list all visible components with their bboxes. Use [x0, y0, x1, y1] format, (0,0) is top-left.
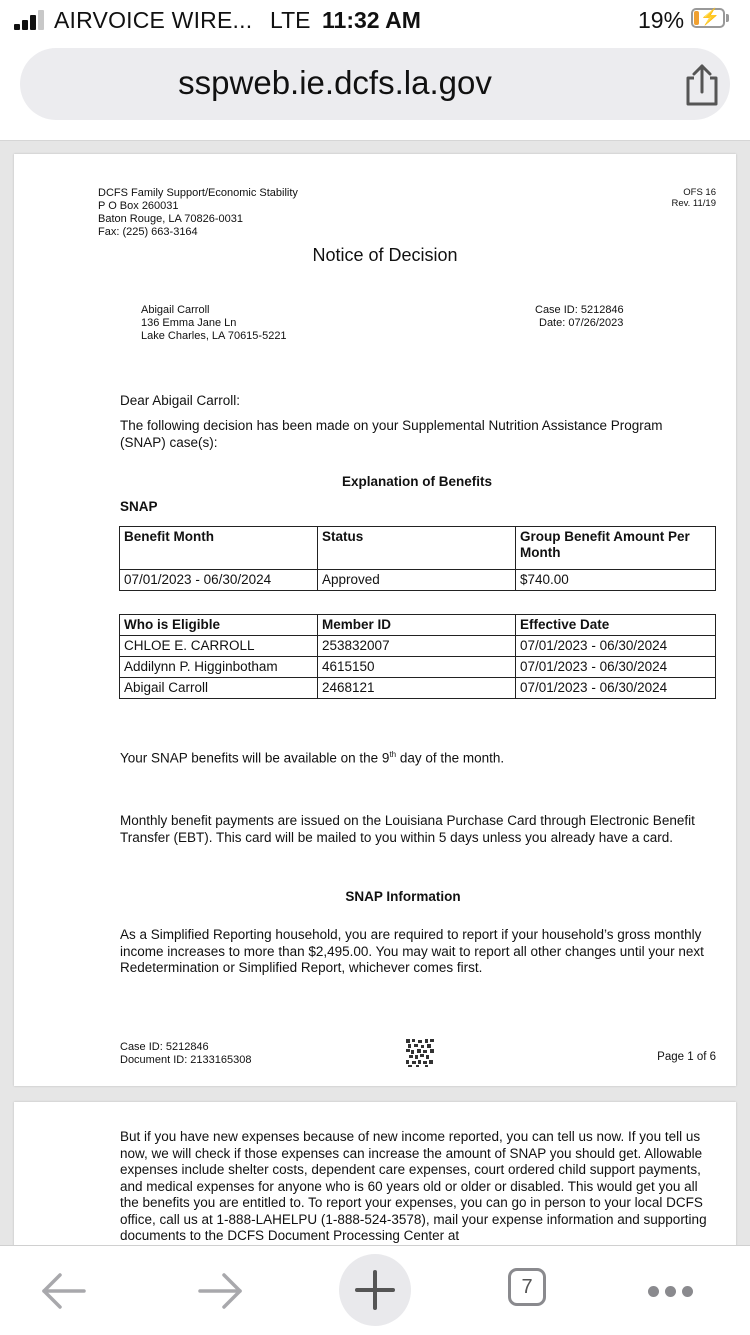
document-title: Notice of Decision [312, 245, 458, 265]
table-cell: 07/01/2023 - 06/30/2024 [516, 636, 716, 657]
recipient-address: Abigail Carroll 136 Emma Jane Ln Lake Charles, LA 70615-5221 [141, 304, 287, 342]
tab-switcher-button[interactable]: 7 [508, 1268, 546, 1306]
more-icon[interactable] [646, 1286, 696, 1298]
table-cell: 07/01/2023 - 06/30/2024 [516, 678, 716, 699]
barcode-icon [406, 1039, 434, 1067]
table-cell: $740.00 [516, 570, 716, 591]
reporting-text: As a Simplified Reporting household, you are required to report if your household’s gross monthly income increases to more than $2,495.00. You may wait to report all other changes until your next Redetermination or Simplified Report, whichever comes first. [120, 927, 704, 975]
table-cell: Abigail Carroll [120, 678, 318, 699]
availability-text: Your SNAP benefits will be available on the 9th day of the month. [120, 750, 505, 766]
table-header: Who is Eligible [120, 615, 318, 636]
intro-text: The following decision has been made on your Supplemental Nutrition Assistance Program (SNAP) case(s): [120, 418, 663, 450]
footer-ids: Case ID: 5212846 Document ID: 2133165308 [120, 1041, 252, 1066]
address-bar[interactable] [20, 48, 730, 120]
greeting: Dear Abigail Carroll: [120, 393, 241, 408]
sender-address: DCFS Family Support/Economic Stability P O Box 260031 Baton Rouge, LA 70826-0031 Fax: (225) 663-3164 [98, 187, 298, 238]
table-cell: 07/01/2023 - 06/30/2024 [516, 657, 716, 678]
eligibility-table [119, 614, 716, 699]
table-header: Group Benefit Amount Per Month [516, 527, 716, 570]
page2-text: But if you have new expenses because of new income reported, you can tell us now. If you tell us now, we will check if those expenses can increase the amount of SNAP you should get. Allowable expenses include shelter costs, dependent care expenses, court ordered child support payments, and medical expenses for anyone who is 60 years old or older or disabled. This would get you all the benefits you are entitled to. To report your expenses, you can go in person to your local DCFS office, call us at 1-888-LAHELPU (1-888-524-3578), mail your expense information and supporting documents to the DCFS Document Processing Center at [120, 1129, 707, 1243]
document-page-2 [14, 1102, 736, 1245]
table-cell: 253832007 [318, 636, 516, 657]
table-header-row [120, 615, 716, 636]
table-row [120, 657, 716, 678]
back-arrow-icon[interactable] [36, 1266, 92, 1316]
status-time: 11:32 AM [322, 7, 421, 33]
table-row [120, 570, 716, 591]
network-type: LTE [270, 7, 311, 33]
program-label: SNAP [120, 499, 158, 514]
browser-toolbar [0, 1245, 750, 1335]
table-cell: 07/01/2023 - 06/30/2024 [120, 570, 318, 591]
status-bar [0, 0, 750, 40]
table-header: Benefit Month [120, 527, 318, 570]
table-cell: Approved [318, 570, 516, 591]
form-code: OFS 16 Rev. 11/19 [671, 187, 716, 209]
explanation-heading: Explanation of Benefits [341, 474, 493, 489]
ebt-text: Monthly benefit payments are issued on the Louisiana Purchase Card through Electronic Benefit Transfer (EBT). This card will be mailed to you within 5 days unless you already have a card. [120, 813, 695, 845]
battery-icon: ⚡ [691, 8, 731, 30]
share-icon[interactable] [680, 62, 724, 108]
table-cell: 2468121 [318, 678, 516, 699]
table-header: Effective Date [516, 615, 716, 636]
new-tab-button[interactable] [339, 1254, 411, 1326]
table-header-row [120, 527, 716, 570]
snap-info-heading: SNAP Information [345, 889, 461, 904]
table-row [120, 678, 716, 699]
url-text[interactable]: sspweb.ie.dcfs.la.gov [178, 64, 492, 101]
case-info: Case ID: 5212846 Date: 07/26/2023 [535, 304, 624, 329]
table-cell: 4615150 [318, 657, 516, 678]
table-header: Member ID [318, 615, 516, 636]
table-cell: CHLOE E. CARROLL [120, 636, 318, 657]
page-number: Page 1 of 6 [657, 1051, 716, 1063]
signal-strength-icon [14, 10, 46, 30]
benefit-table [119, 526, 716, 591]
table-row [120, 636, 716, 657]
forward-arrow-icon[interactable] [192, 1266, 248, 1316]
plus-icon [339, 1254, 411, 1326]
carrier-name: AIRVOICE WIRE... [54, 7, 253, 33]
document-page-1 [14, 154, 736, 1086]
battery-percent: 19% [638, 7, 685, 33]
table-header: Status [318, 527, 516, 570]
table-cell: Addilynn P. Higginbotham [120, 657, 318, 678]
pdf-viewer[interactable] [0, 141, 750, 1245]
